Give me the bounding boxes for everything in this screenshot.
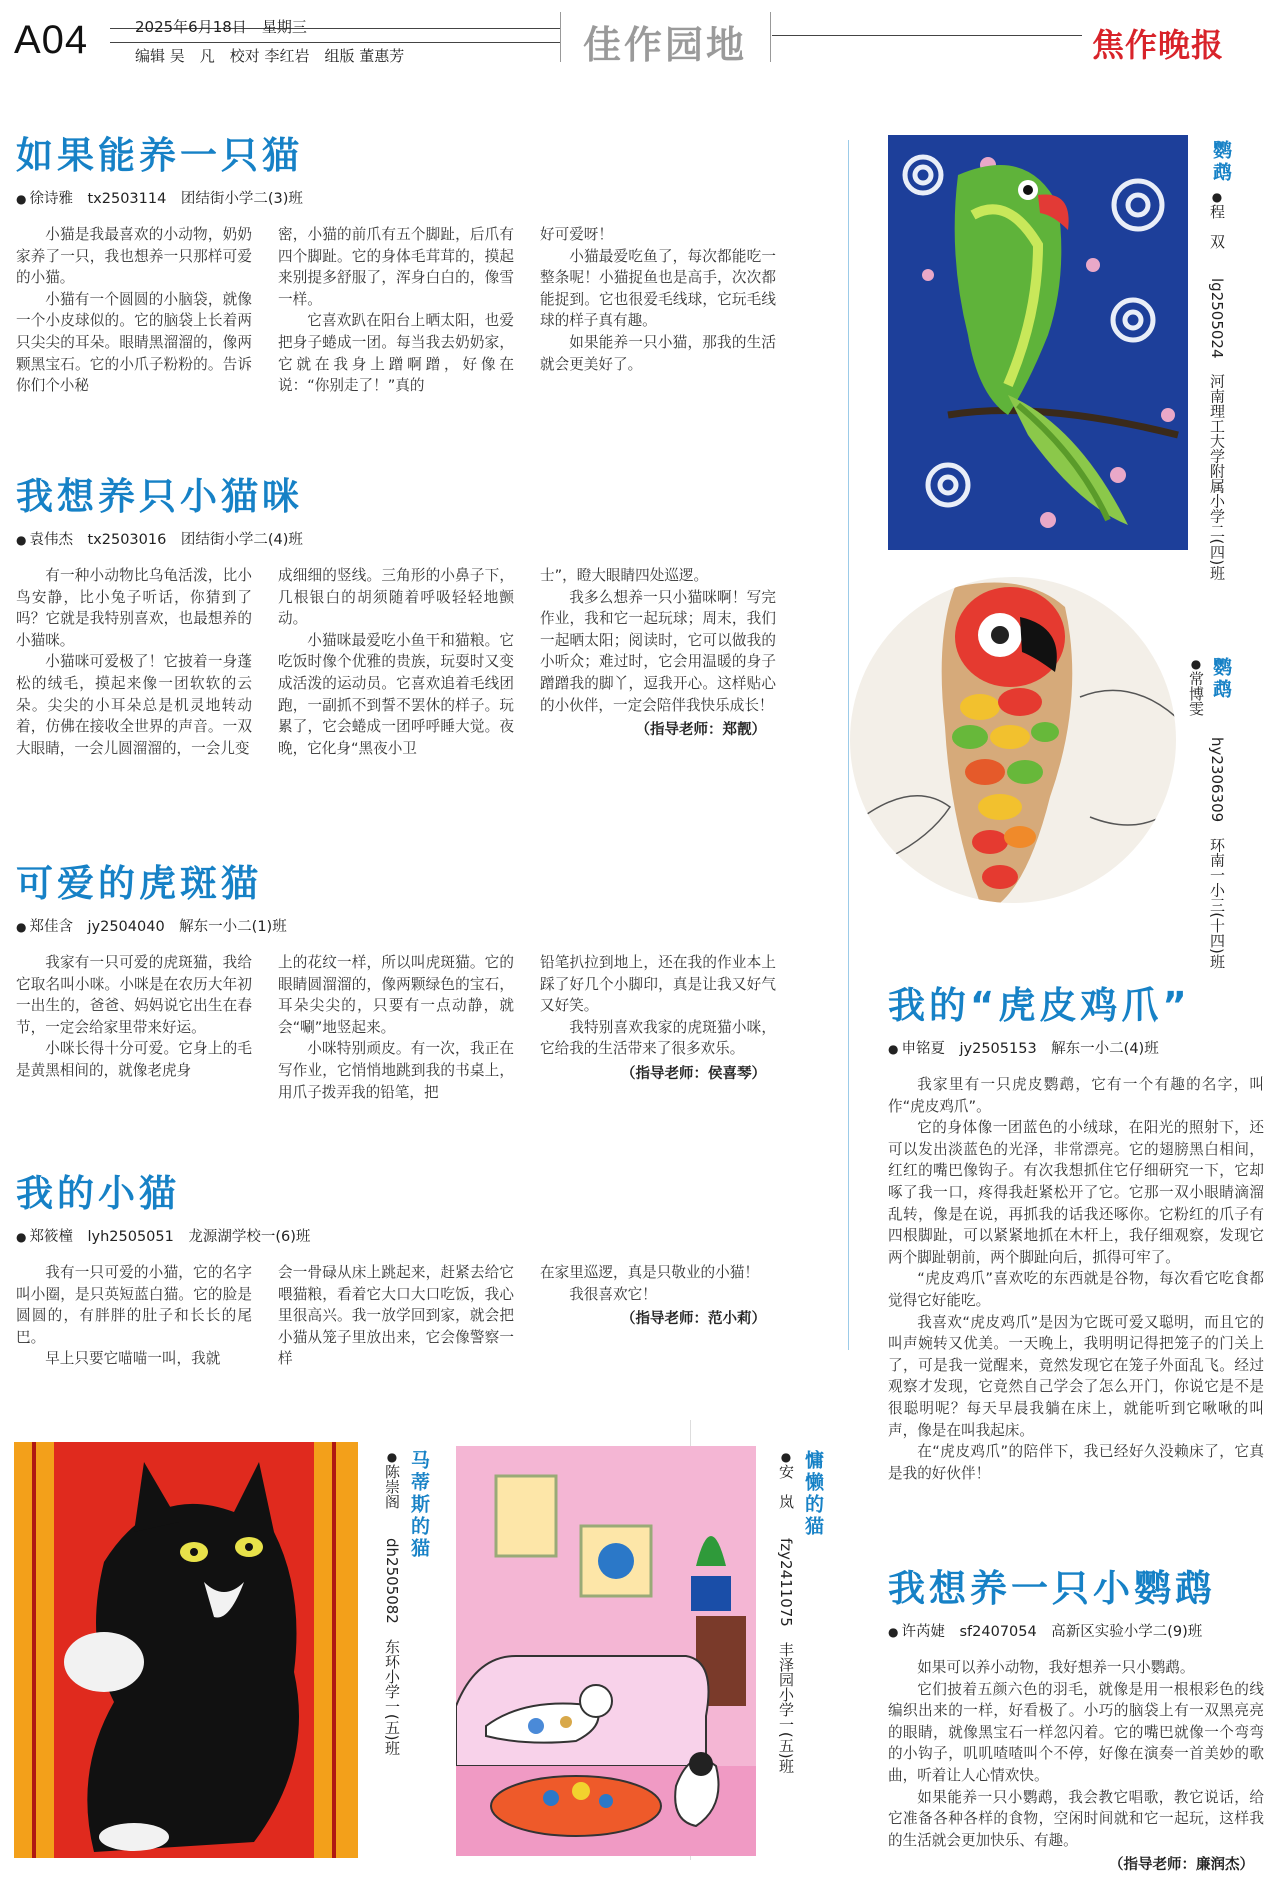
col-3: 铅笔扒拉到地上，还在我的作业本上踩了好几个小脚印，真是让我又好气又好笑。 我特别喜欢我家的虎斑猫小咪，它给我的生活带来了很多欢乐。 （指导老师：侯喜琴） — [540, 954, 776, 1082]
article-byline: ● 郑佳含 jy2504040 解东一小二(1)班 — [16, 919, 287, 935]
article-byline: ● 袁伟杰 tx2503016 团结街小学二(4)班 — [16, 532, 303, 548]
header-rule-2 — [110, 42, 560, 43]
artwork-matisse-cat — [14, 1442, 358, 1858]
article-byline: ● 申铭夏 jy2505153 解东一小二(4)班 — [888, 1041, 1159, 1057]
article-want-a-parrot — [888, 1558, 1264, 1874]
header-divider-2 — [770, 12, 771, 62]
col-2: 密，小猫的前爪有五个脚趾，后爪有四个脚趾。它的身体毛茸茸的，摸起来别提多舒服了，浑身白白的，像雪一样。 它喜欢趴在阳台上晒太阳，也爱把身子蜷成一团。每当我去奶奶家，它就在我身上蹭啊蹭，好像在说：“你别走了！”真的 — [278, 226, 514, 395]
article-body: 如果可以养小动物，我好想养一只小鹦鹉。 它们披着五颜六色的羽毛，就像是用一根根彩色的线编织出来的一样，好看极了。小巧的脑袋上有一双黑亮亮的眼睛，就像黑宝石一样忽闪着。它的嘴巴就像一个弯弯的小钩子，叽叽喳喳叫个不停，好像在演奏一首美妙的歌曲，听着让人心情欢快。 如果能养一只小鹦鹉，我会教它唱歌，教它说话，给它准备各种各样的食物，空闲时间就和它一起玩，这样我的生活就会更加快乐、有趣。 （指导老师：廉润杰） — [888, 1659, 1264, 1874]
article-title: 我想养只小猫咪 — [16, 475, 303, 518]
col-1: 我有一只可爱的小猫，它的名字叫小圈，是只英短蓝白猫。它的脸是圆圆的，有胖胖的肚子和长长的尾巴。 早上只要它喵喵一叫，我就 — [16, 1264, 252, 1368]
artwork-info: dh2505082 东环小学一(五)班 — [383, 1538, 401, 1756]
article-body — [16, 952, 776, 1103]
artwork-title: 马蒂斯的猫 — [408, 1450, 430, 1560]
artwork-clay-parrot — [850, 577, 1176, 903]
teacher-credit: （指导老师：侯喜琴） — [621, 1065, 766, 1082]
teacher-credit: （指导老师：郑靓） — [635, 722, 766, 739]
col-1: 小猫是我最喜欢的小动物，奶奶家养了一只，我也想养一只那样可爱的小猫。 小猫有一个圆圆的小脑袋，就像一个小皮球似的。它的脑袋上长着两只尖尖的耳朵。眼睛黑溜溜的，像两颗黑宝石。它的小爪子粉粉的。告诉你们个小秘 — [16, 226, 252, 395]
artwork-author: ●常博雯 — [1187, 657, 1205, 716]
article-body — [16, 565, 776, 759]
article-title: 我想养一只小鹦鹉 — [888, 1567, 1216, 1610]
artwork-title: 鹦鹉 — [1210, 140, 1232, 184]
date-text: 2025年6月18日 — [135, 18, 247, 36]
col-2: 上的花纹一样，所以叫虎斑猫。它的眼睛圆溜溜的，像两颗绿色的宝石，耳朵尖尖的，只要有一点动静，就会“唰”地竖起来。 小咪特别顽皮。有一次，我正在写作业，它悄悄地跳到我的书桌上，用爪子拨弄我的铅笔，把 — [278, 954, 514, 1101]
article-body — [16, 224, 776, 397]
artwork-author: ●安 岚 — [777, 1450, 795, 1509]
article-byline: ● 许芮婕 sf2407054 高新区实验小学二(9)班 — [888, 1624, 1203, 1640]
column-divider — [848, 140, 849, 1350]
editor-credits: 编辑 吴 凡 校对 李红岩 组版 董惠芳 — [135, 47, 405, 65]
article-title: 如果能养一只猫 — [16, 134, 303, 177]
weekday-text: 星期三 — [261, 18, 307, 36]
col-2: 会一骨碌从床上跳起来，赶紧去给它喂猫粮，看着它大口大口吃饭，我心里很高兴。我一放学回到家，就会把小猫从笼子里放出来，它会像警察一样 — [278, 1264, 514, 1368]
artwork-title: 慵懒的猫 — [802, 1450, 824, 1538]
artwork-parrot-painting — [888, 135, 1188, 550]
col-3: 士”，瞪大眼睛四处巡逻。 我多么想养一只小猫咪啊！写完作业，我和它一起玩球；周末，我们一起晒太阳；阅读时，它可以做我的小听众；难过时，它会用温暖的身子蹭蹭我的脚丫，逗我开心。这样贴心的小伙伴，一定会陪伴我快乐成长！ （指导老师：郑靓） — [540, 567, 776, 739]
teacher-credit: （指导老师：廉润杰） — [1109, 1857, 1254, 1874]
artwork-info: fzy2411075 丰泽园小学一(五)班 — [777, 1538, 795, 1774]
teacher-credit: （指导老师：范小莉） — [621, 1311, 766, 1328]
page-number: A04 — [14, 18, 89, 62]
article-body: 我家里有一只虎皮鹦鹉，它有一个有趣的名字，叫作“虎皮鸡爪”。 它的身体像一团蓝色的小绒球，在阳光的照射下，还可以发出淡蓝色的光泽，非常漂亮。它的翅膀黑白相间，红红的嘴巴像钩子。有次我想抓住它仔细研究一下，它却啄了我一口，疼得我赶紧松开了它。它那一双小眼睛滴溜乱转，像是在说，再抓我的话我还啄你。它粉红的爪子有四根脚趾，可以紧紧地抓在木杆上，我仔细观察，发现它两个脚趾朝前，两个脚趾向后，抓得可牢了。 “虎皮鸡爪”喜欢吃的东西就是谷物，每次看它吃食都觉得它好能吃。 我喜欢“虎皮鸡爪”是因为它既可爱又聪明，而且它的叫声婉转又优美。一天晚上，我明明记得把笼子的门关上了，可是我一觉醒来，竟然发现它在笼子外面乱飞。经过观察才发现，它竟然自己学会了怎么开门，你说它是不是很聪明呢？每天早晨我躺在床上，就能听到它啾啾的叫声，像是在叫我起床。 在“虎皮鸡爪”的陪伴下，我已经好久没赖床了，它真是我的好伙伴！ — [888, 1076, 1264, 1482]
article-title: 我的“虎皮鸡爪” — [888, 984, 1191, 1027]
article-want-a-kitten — [16, 466, 796, 759]
header-rule-3 — [772, 35, 1082, 36]
newspaper-brand: 焦作晚报 — [1092, 26, 1225, 64]
article-my-kitten — [16, 1163, 796, 1370]
artwork-info: lg2505024 河南理工大学附属小学二(四)班 — [1208, 278, 1226, 581]
artwork-author: ●陈崇阁 — [383, 1450, 401, 1509]
section-title: 佳作园地 — [582, 22, 747, 67]
article-tabby-cat — [16, 853, 796, 1103]
col-3: 好可爱呀！ 小猫最爱吃鱼了，每次都能吃一整条呢！小猫捉鱼也是高手，次次都能捉到。它也很爱毛线球，它玩毛线球的样子真有趣。 如果能养一只小猫，那我的生活就会更美好了。 — [540, 226, 776, 373]
article-byline: ● 郑筱橦 lyh2505051 龙源湖学校一(6)班 — [16, 1229, 311, 1245]
artwork-title: 鹦鹉 — [1210, 657, 1232, 701]
article-byline: ● 徐诗雅 tx2503114 团结街小学二(3)班 — [16, 191, 303, 207]
col-3: 在家里巡逻，真是只敬业的小猫！ 我很喜欢它！ （指导老师：范小莉） — [540, 1262, 776, 1370]
artwork-info: hy2306309 环南一小三(十四)班 — [1208, 737, 1226, 969]
col-1: 我家有一只可爱的虎斑猫，我给它取名叫小咪。小咪是在农历大年初一出生的，爸爸、妈妈说它出生在春节，一定会给家里带来好运。 小咪长得十分可爱。它身上的毛是黄黑相间的，就像老虎身 — [16, 954, 252, 1079]
article-title: 我的小猫 — [16, 1172, 180, 1215]
article-title: 可爱的虎斑猫 — [16, 862, 262, 905]
article-if-i-could-have-a-cat — [16, 125, 796, 397]
col-1: 有一种小动物比乌龟活泼，比小鸟安静，比小兔子听话，你猜到了吗？它就是我特别喜欢，也最想养的小猫咪。 小猫咪可爱极了！它披着一身蓬松的绒毛，摸起来像一团软软的云朵。尖尖的小耳朵总是机灵地转动着，仿佛在接收全世界的声音。一双大眼睛，一会儿圆溜溜的，一会儿变 — [16, 567, 252, 757]
artwork-author: ●程 双 — [1208, 190, 1226, 249]
issue-date — [135, 16, 307, 37]
artwork-lazy-cat — [456, 1446, 756, 1856]
col-2: 成细细的竖线。三角形的小鼻子下，几根银白的胡须随着呼吸轻轻地颤动。 小猫咪最爱吃小鱼干和猫粮。它吃饭时像个优雅的贵族，玩耍时又变成活泼的运动员。它喜欢追着毛线团跑，一副抓不到誓不罢休的样子。玩累了，它会蜷成一团呼呼睡大觉。夜晚，它化身“黑夜小卫 — [278, 567, 514, 757]
article-tiger-skin-claw — [888, 975, 1264, 1484]
article-body — [16, 1262, 776, 1370]
